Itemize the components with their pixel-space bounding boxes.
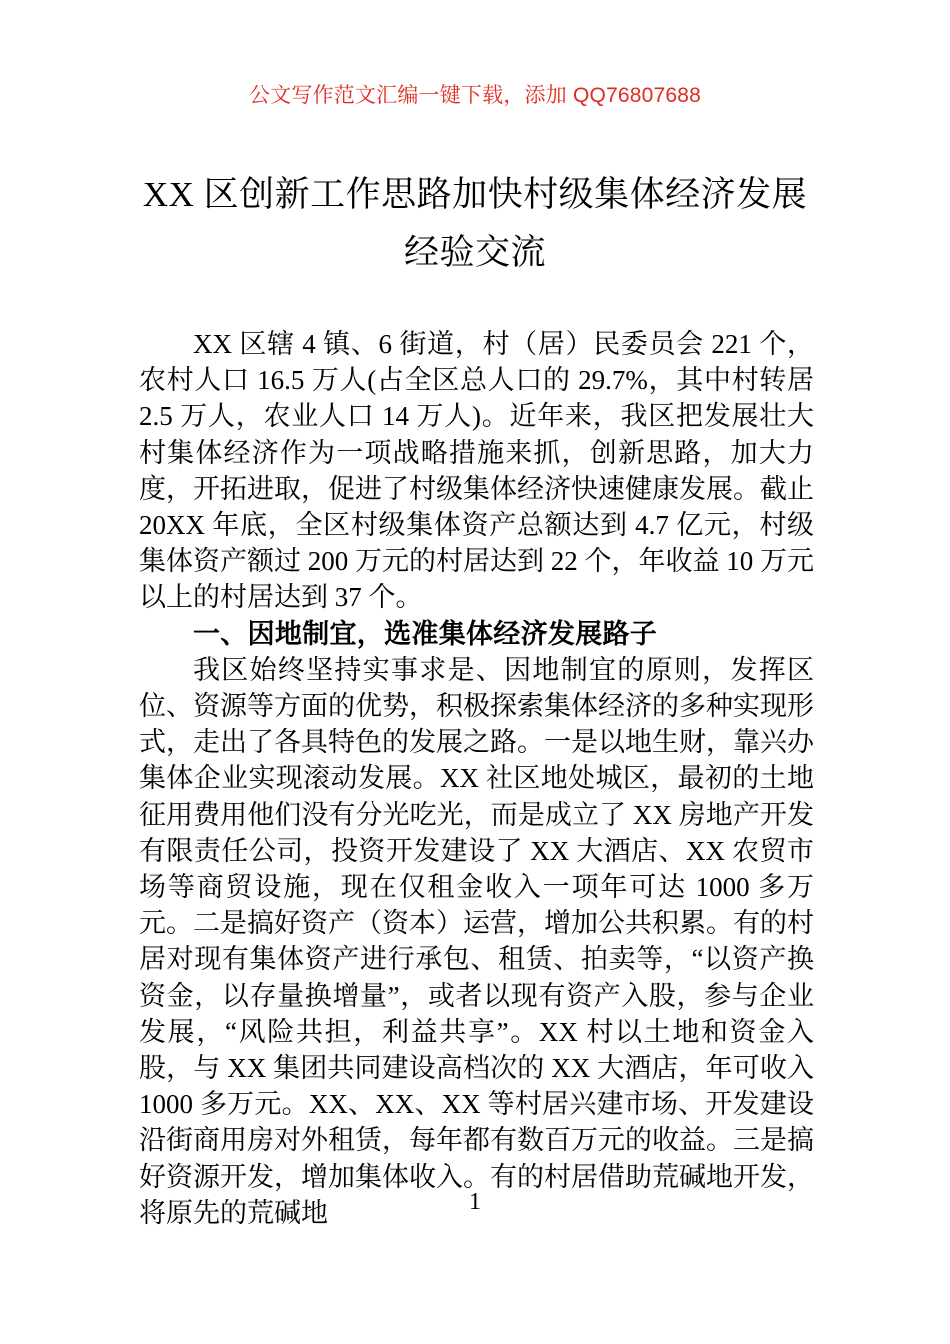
- paragraph-section-1-body: 我区始终坚持实事求是、因地制宜的原则，发挥区位、资源等方面的优势，积极探索集体经济的多种实现形式，走出了各具特色的发展之路。一是以地生财，靠兴办集体企业实现滚动发展。XX 社区地处城区，最初的土地征用费用他们没有分光吃光，而是成立了 XX 房地产开发有限责任公司，投资开发建设了 XX 大酒店、XX 农贸市场等商贸设施，现在仅租金收入一项年可达 1000 多万元。二是搞好资产（资本）运营，增加公共积累。有的村居对现有集体资产进行承包、租赁、拍卖等，“以资产换资金，以存量换增量”，或者以现有资产入股，参与企业发展，“风险共担，利益共享”。XX 村以土地和资金入股，与 XX 集团共同建设高档次的 XX 大酒店，年可收入 1000 多万元。XX、XX、XX 等村居兴建市场、开发建设沿街商用房对外租赁，每年都有数百万元的收益。三是搞好资源开发，增加集体收入。有的村居借助荒碱地开发，将原先的荒碱地: [139, 654, 814, 1228]
- page-title-line-2: 经验交流: [403, 233, 546, 272]
- section-heading-1: 一、因地制宜，选准集体经济发展路子: [193, 618, 658, 649]
- page-title-line-1: XX 区创新工作思路加快村级集体经济发展: [142, 175, 808, 214]
- document-body: [139, 326, 814, 1231]
- watermark-promo-text: 公文写作范文汇编一键下载，添加 QQ76807688: [248, 84, 702, 107]
- page-number: 1: [469, 1189, 481, 1215]
- page-title: [118, 166, 832, 282]
- paragraph-overview: XX 区辖 4 镇、6 街道，村（居）民委员会 221 个，农村人口 16.5 万人(占全区总人口的 29.7%，其中村转居 2.5 万人，农业人口 14 万人)。近年来，我区把发展壮大村集体经济作为一项战略措施来抓，创新思路，加大力度，开拓进取，促进了村级集体经济快速健康发展。截止 20XX 年底，全区村级集体资产总额达到 4.7 亿元，村级集体资产额过 200 万元的村居达到 22 个，年收益 10 万元以上的村居达到 37 个。: [139, 329, 814, 613]
